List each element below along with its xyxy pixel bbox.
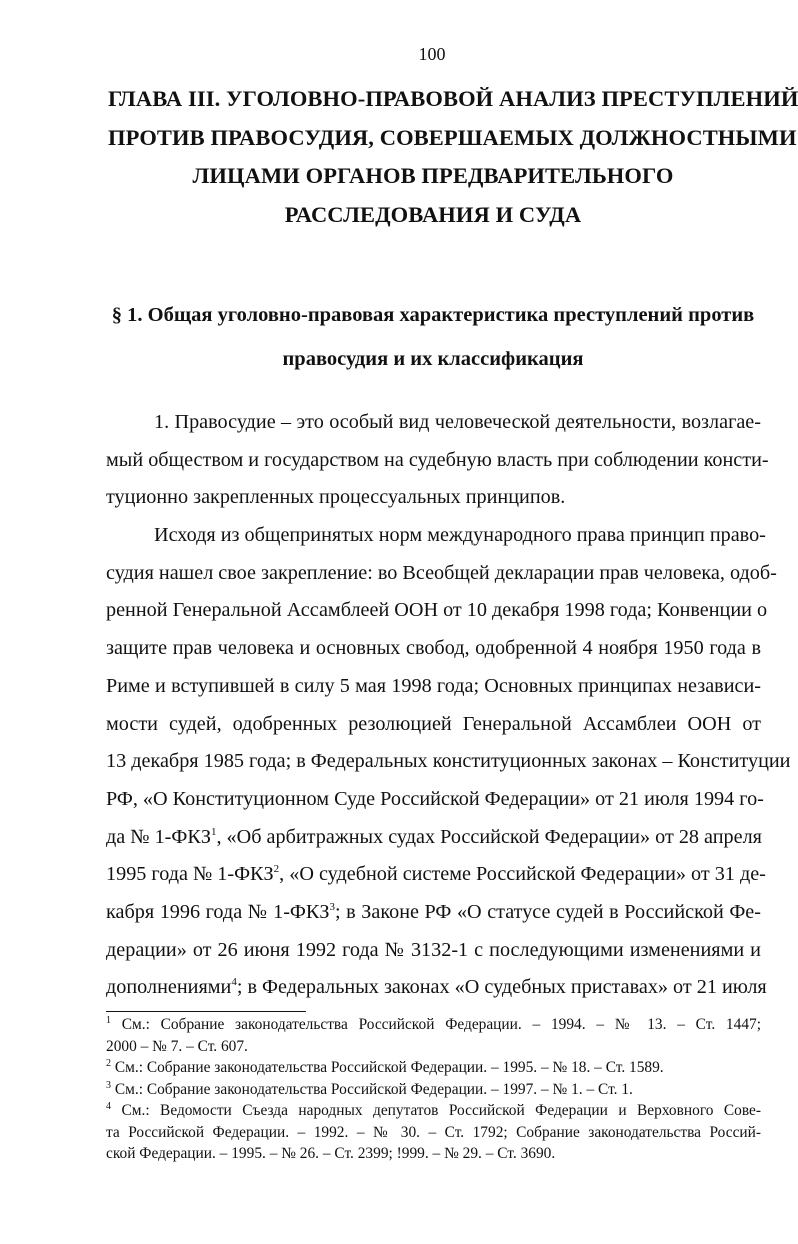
footnote-number: 4 bbox=[106, 1101, 111, 1112]
section-title bbox=[100, 293, 766, 381]
paragraph-line: дерации» от 26 июня 1992 года № 3132-1 с последующими изменениями и bbox=[106, 938, 761, 961]
footnote-number: 3 bbox=[106, 1079, 111, 1091]
paragraph-line: 13 декабря 1985 года; в Федеральных конституционных законах – Конституции bbox=[106, 750, 791, 773]
line-text: да № 1-ФКЗ bbox=[106, 825, 211, 848]
paragraph-line: туционно закрепленных процессуальных принципов. bbox=[106, 486, 566, 509]
chapter-title-line: ЛИЦАМИ ОРГАНОВ ПРЕДВАРИТЕЛЬНОГО bbox=[192, 163, 674, 188]
paragraph-line: ренной Генеральной Ассамблеей ООН от 10 декабря 1998 года; Конвенции о bbox=[106, 599, 768, 622]
footnote-text: См.: Собрание законодательства Российской Федерации. – 1994. – № 13. – Ст. 1447; bbox=[111, 1016, 761, 1033]
paragraph-line: мости судей, одобренных резолюцией Генеральной Ассамблеи ООН от bbox=[106, 712, 761, 735]
line-text: ; в Федеральных законах «О судебных приставах» от 21 июля bbox=[236, 976, 767, 999]
line-text: кабря 1996 года № 1-ФКЗ bbox=[106, 900, 330, 923]
line-text: ; в Законе РФ «О статусе судей в Российской Фе- bbox=[334, 900, 761, 923]
chapter-title bbox=[108, 80, 798, 234]
footnote-ref[interactable]: 2 bbox=[273, 863, 280, 876]
footnotes bbox=[106, 1014, 761, 1165]
footnote-ref[interactable]: 3 bbox=[329, 900, 335, 913]
footnote-ref[interactable]: 1 bbox=[210, 825, 217, 838]
line-text: 1995 года № 1-ФКЗ bbox=[106, 863, 274, 886]
chapter-title-line: ПРОТИВ ПРАВОСУДИЯ, СОВЕРШАЕМЫХ ДОЛЖНОСТНЫМИ bbox=[108, 124, 797, 150]
chapter-title-line: РАССЛЕДОВАНИЯ И СУДА bbox=[284, 201, 582, 227]
body-text bbox=[106, 404, 791, 1007]
footnote-line bbox=[106, 1057, 761, 1079]
paragraph-line: мый обществом и государством на судебную власть при соблюдении консти- bbox=[106, 448, 769, 471]
line-text: дополнениями bbox=[106, 976, 232, 999]
paragraph-line: РФ, «О Конституционном Суде Российской Федерации» от 21 июля 1994 го- bbox=[106, 787, 764, 810]
paragraph-line bbox=[106, 819, 761, 857]
footnote-line: 2000 – № 7. – Ст. 607. bbox=[106, 1037, 248, 1055]
footnote-line: ской Федерации. – 1995. – № 26. – Ст. 2399; !999. – № 29. – Ст. 3690. bbox=[106, 1145, 556, 1162]
footnote-line: та Российской Федерации. – 1992. – № 30. – Ст. 1792; Собрание законодательства Россий- bbox=[106, 1123, 761, 1141]
paragraph-line bbox=[106, 856, 766, 894]
footnote-ref[interactable]: 4 bbox=[231, 976, 237, 989]
footnote-line bbox=[106, 1079, 761, 1101]
paragraph-line bbox=[106, 894, 761, 932]
section-title-line: правосудия и их классификация bbox=[282, 348, 584, 370]
line-text: , «О судебной системе Российской Федерации» от 31 де- bbox=[279, 863, 766, 886]
footnote-line bbox=[106, 1014, 761, 1036]
paragraph-line: защите прав человека и основных свобод, одобренной 4 ноября 1950 года в bbox=[106, 637, 761, 660]
page-number: 100 bbox=[418, 44, 446, 64]
chapter-title-line: ГЛАВА III. УГОЛОВНО-ПРАВОВОЙ АНАЛИЗ ПРЕСТУПЛЕНИЙ bbox=[108, 86, 798, 111]
footnote-text: См.: Собрание законодательства Российской Федерации. – 1995. – № 18. – Ст. 1589. bbox=[111, 1059, 664, 1076]
footnote-text: См.: Ведомости Съезда народных депутатов Российской Федерации и Верховного Сове- bbox=[111, 1102, 761, 1119]
paragraph-line: судия нашел свое закрепление: во Всеобщей декларации прав человека, одоб- bbox=[106, 561, 777, 584]
paragraph-line bbox=[106, 969, 767, 1007]
section-title-line: § 1. Общая уголовно-правовая характеристика преступлений против bbox=[111, 304, 755, 326]
footnote-line bbox=[106, 1100, 761, 1122]
line-text: , «Об арбитражных судах Российской Федерации» от 28 апреля bbox=[216, 825, 762, 848]
footnote-divider bbox=[106, 1011, 306, 1012]
footnote-number: 1 bbox=[106, 1015, 111, 1026]
paragraph-line: Исходя из общепринятых норм международного права принцип право- bbox=[154, 524, 766, 547]
footnote-text: См.: Собрание законодательства Российской Федерации. – 1997. – № 1. – Ст. 1. bbox=[111, 1080, 633, 1098]
footnote-number: 2 bbox=[106, 1058, 111, 1069]
paragraph-line: 1. Правосудие – это особый вид человеческой деятельности, возлагае- bbox=[154, 411, 761, 433]
paragraph-line: Риме и вступившей в силу 5 мая 1998 года; Основных принципах независи- bbox=[106, 674, 761, 697]
